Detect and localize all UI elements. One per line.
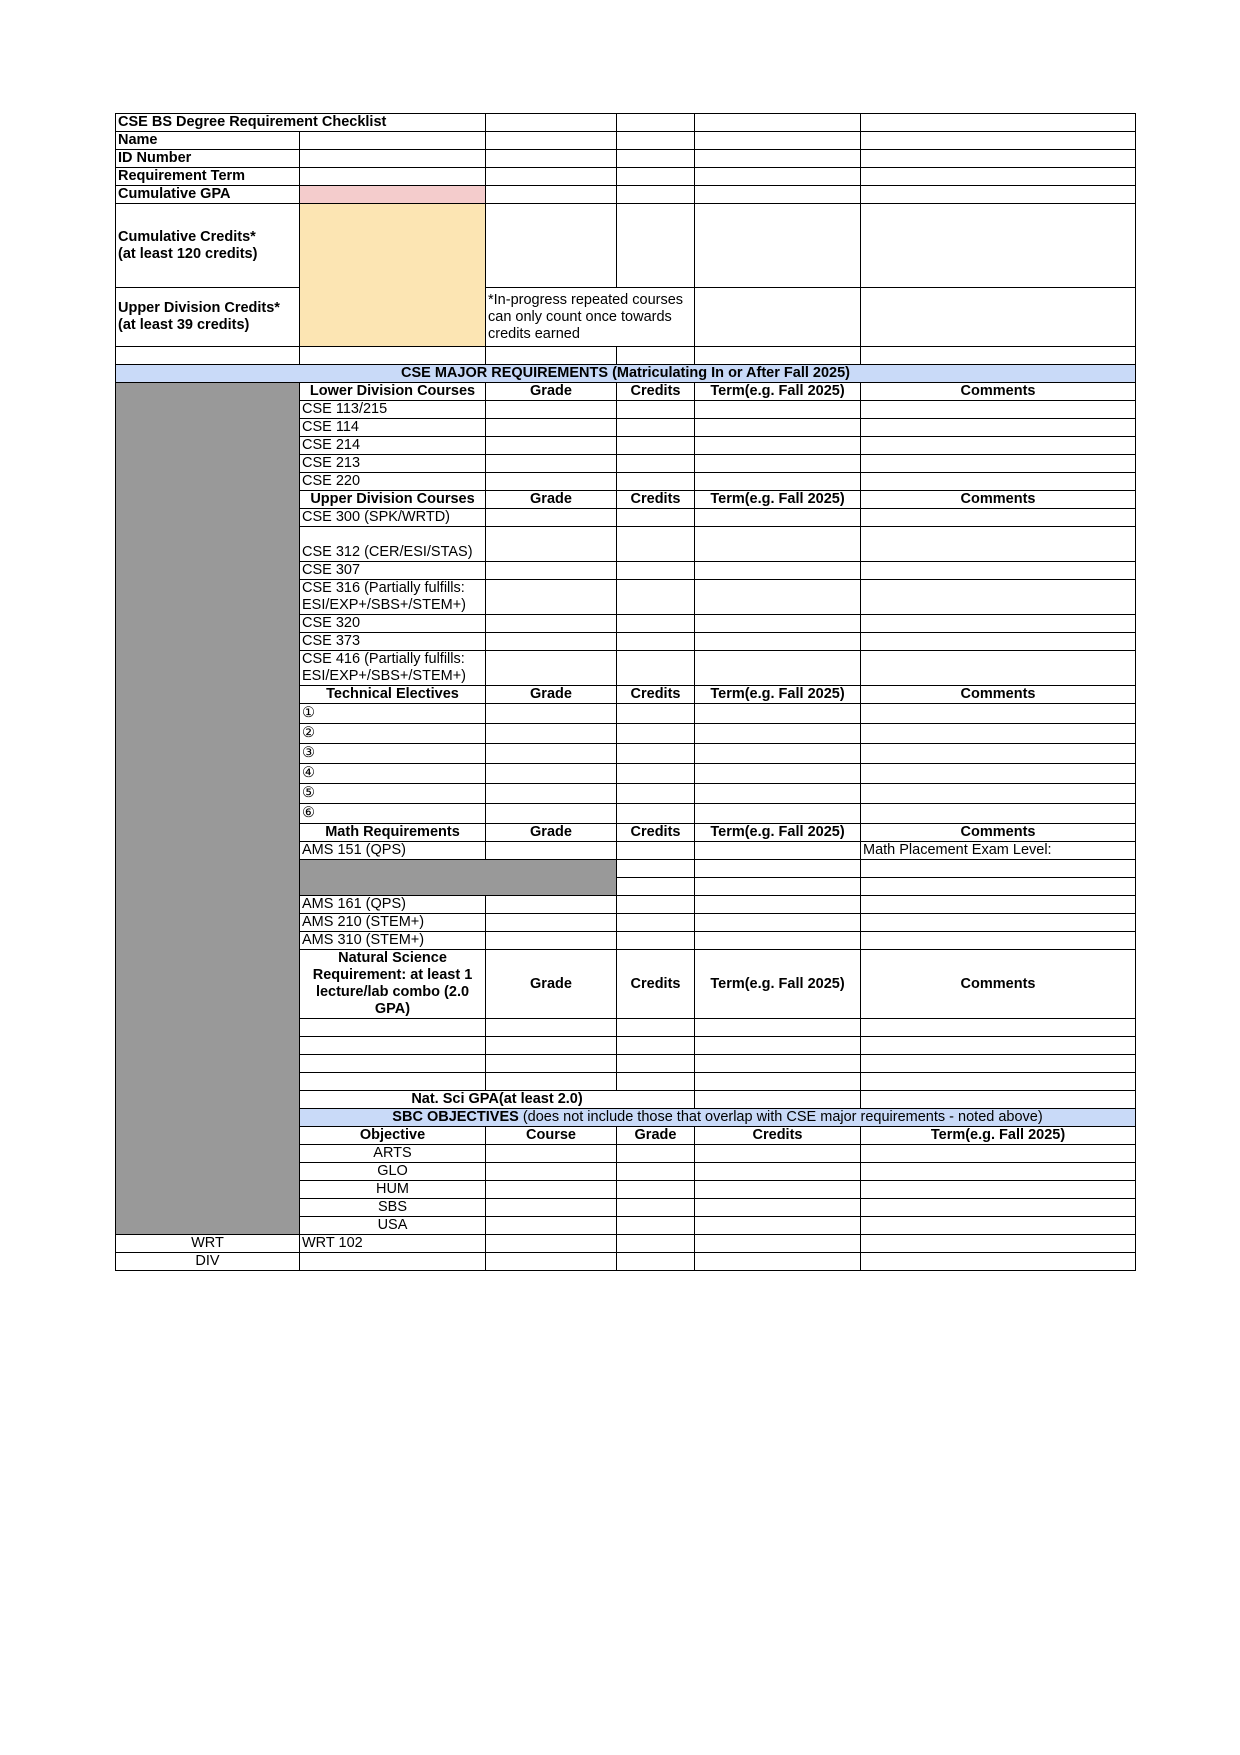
grade-cell[interactable] xyxy=(486,1235,617,1253)
blank-cell[interactable] xyxy=(486,186,617,204)
col-grade: Grade xyxy=(486,824,617,842)
credits-cell[interactable] xyxy=(617,1037,695,1055)
grade-cell[interactable] xyxy=(486,744,617,764)
comments-cell[interactable] xyxy=(861,784,1136,804)
term-cell[interactable] xyxy=(695,615,861,633)
term-cell[interactable] xyxy=(695,1235,861,1253)
grade-cell[interactable] xyxy=(486,473,617,491)
sbc-objective: SBS xyxy=(300,1199,486,1217)
blank-cell[interactable] xyxy=(695,150,861,168)
blank-cell[interactable] xyxy=(617,132,695,150)
grade-cell[interactable] xyxy=(617,1217,695,1235)
credits-cell[interactable] xyxy=(617,651,695,686)
credits-field[interactable] xyxy=(300,204,486,347)
sbc-header: SBC OBJECTIVES (does not include those that overlap with CSE major requirements - noted above) xyxy=(300,1109,1136,1127)
col-term: Term(e.g. Fall 2025) xyxy=(695,491,861,509)
col-comments: Comments xyxy=(861,491,1136,509)
grade-cell[interactable] xyxy=(486,615,617,633)
blank-cell[interactable] xyxy=(116,347,300,365)
credits-cell[interactable] xyxy=(617,914,695,932)
comments-cell[interactable] xyxy=(861,1253,1136,1271)
elective-slot[interactable]: ④ xyxy=(300,764,486,784)
natsci-course[interactable] xyxy=(300,1073,486,1091)
credits-cell[interactable] xyxy=(617,724,695,744)
comments-cell[interactable] xyxy=(861,580,1136,615)
sbc-objective: ARTS xyxy=(300,1145,486,1163)
blank-cell[interactable] xyxy=(617,842,695,860)
term-cell[interactable] xyxy=(695,896,861,914)
course-name: CSE 416 (Partially fulfills: ESI/EXP+/SBS+/STEM+) xyxy=(300,651,486,686)
sbc-objective: WRT xyxy=(116,1235,300,1253)
credits-cell[interactable] xyxy=(617,437,695,455)
comments-cell[interactable] xyxy=(861,704,1136,724)
col-comments: Comments xyxy=(861,686,1136,704)
id-label: ID Number xyxy=(116,150,300,168)
credits-cell[interactable] xyxy=(695,1163,861,1181)
course-name: CSE 307 xyxy=(300,562,486,580)
term-cell[interactable] xyxy=(695,1055,861,1073)
blank-cell[interactable] xyxy=(861,150,1136,168)
blank-cell[interactable] xyxy=(486,150,617,168)
comments-cell[interactable] xyxy=(861,804,1136,824)
term-cell[interactable] xyxy=(695,473,861,491)
col-grade: Grade xyxy=(486,491,617,509)
name-field[interactable] xyxy=(300,132,486,150)
course-name: CSE 316 (Partially fulfills: ESI/EXP+/SBS+/STEM+) xyxy=(300,580,486,615)
grade-cell[interactable] xyxy=(486,527,617,562)
col-credits: Credits xyxy=(617,824,695,842)
col-grade: Grade xyxy=(486,383,617,401)
col-credits: Credits xyxy=(617,383,695,401)
term-cell[interactable] xyxy=(861,1199,1136,1217)
section-heading: Math Requirements xyxy=(300,824,486,842)
sheet-body: CSE BS Degree Requirement Checklist Name ID Number Requirement Term Cumulative GPA Cumulative Credits* (at least 120 credits) Upper Division Credits* (at least 39 credits) *In-progress repeated courses can only count once towards credits earned CSE MAJOR REQUIREMENTS (Matriculating In or After Fall 2025) Lower Division Courses Grade Credits Term(e.g. Fall 2025) Comments CSE 113/215 CSE 114 CSE 214 CSE 213 CSE 220 Upper Division Courses Grade Credits Term(e.g. Fall 2025) Comments CSE 300 (SPK/WRTD) CSE 312 (CER/ESI/STAS) CSE 307 CSE 316 (Partially fulfills: ESI/EXP+/SBS+/STEM+) CSE 320 CSE 373 CSE 416 (Partially fulfills: ESI/EXP+/SBS+/STEM+) Technical Electives Grade Credits Term(e.g. Fall 2025) Comments ① ② ③ ④ ⑤ ⑥ Math Requirements Grade Credits Term(e.g. Fall 2025) Comments AMS 151 (QPS) Math Placement Exam Level: AMS 161 (QPS) AMS 210 (STEM+) AMS 310 (STEM+) Natural Science Requirement: at least 1 lecture/lab combo (2.0 GPA) Grade Credits Term(e.g. Fall 2025) Comments Nat. Sci GPA(at least 2.0) SBC OBJECTIVES (does not include those that overlap with CSE major requirements - noted above) Objective Course Grade Credits Term(e.g. Fall 2025) ARTS GLO HUM SBS USA WRT WRT 102 DIV xyxy=(116,114,1136,1271)
term-cell[interactable] xyxy=(695,437,861,455)
term-cell[interactable] xyxy=(695,1037,861,1055)
col-grade: Grade xyxy=(486,686,617,704)
credits-cell[interactable] xyxy=(617,1253,695,1271)
blank-cell[interactable] xyxy=(861,347,1136,365)
term-cell[interactable] xyxy=(695,724,861,744)
blank-cell[interactable] xyxy=(695,842,861,860)
term-cell[interactable] xyxy=(695,914,861,932)
sbc-objective: HUM xyxy=(300,1181,486,1199)
blank-cell[interactable] xyxy=(486,347,617,365)
course-name: CSE 113/215 xyxy=(300,401,486,419)
term-cell[interactable] xyxy=(695,419,861,437)
col-term: Term(e.g. Fall 2025) xyxy=(695,383,861,401)
grade-cell[interactable] xyxy=(486,764,617,784)
term-cell[interactable] xyxy=(695,580,861,615)
credits-cell[interactable] xyxy=(617,1235,695,1253)
credits-cell[interactable] xyxy=(695,1145,861,1163)
course-name: CSE 214 xyxy=(300,437,486,455)
term-cell[interactable] xyxy=(695,1019,861,1037)
comments-cell[interactable] xyxy=(861,633,1136,651)
comments-cell[interactable] xyxy=(861,615,1136,633)
elective-slot[interactable]: ② xyxy=(300,724,486,744)
grade-cell[interactable] xyxy=(486,1019,617,1037)
col-term: Term(e.g. Fall 2025) xyxy=(695,686,861,704)
elective-slot[interactable]: ⑥ xyxy=(300,804,486,824)
col-course: Course xyxy=(486,1127,617,1145)
term-cell[interactable] xyxy=(695,744,861,764)
term-cell[interactable] xyxy=(695,651,861,686)
credits-cell[interactable] xyxy=(617,744,695,764)
course-name: CSE 320 xyxy=(300,615,486,633)
comments-cell[interactable] xyxy=(861,419,1136,437)
col-comments: Comments xyxy=(861,383,1136,401)
course-name: CSE 373 xyxy=(300,633,486,651)
credits-cell[interactable] xyxy=(617,419,695,437)
comments-cell[interactable] xyxy=(861,437,1136,455)
col-credits: Credits xyxy=(617,686,695,704)
grade-cell[interactable] xyxy=(617,1163,695,1181)
section-heading: Upper Division Courses xyxy=(300,491,486,509)
col-objective: Objective xyxy=(300,1127,486,1145)
blank-cell[interactable] xyxy=(695,204,861,288)
natsci-heading: Natural Science Requirement: at least 1 lecture/lab combo (2.0 GPA) xyxy=(300,950,486,1019)
grade-cell[interactable] xyxy=(486,1073,617,1091)
grade-cell[interactable] xyxy=(486,580,617,615)
grade-cell[interactable] xyxy=(486,932,617,950)
natsci-gpa-label: Nat. Sci GPA(at least 2.0) xyxy=(300,1091,695,1109)
credits-cell[interactable] xyxy=(617,633,695,651)
comments-cell[interactable] xyxy=(861,914,1136,932)
blank-cell[interactable] xyxy=(486,168,617,186)
term-cell[interactable] xyxy=(695,401,861,419)
credits-cell[interactable] xyxy=(617,932,695,950)
course-name: CSE 312 (CER/ESI/STAS) xyxy=(300,527,486,562)
term-cell[interactable] xyxy=(695,1253,861,1271)
sbc-course[interactable] xyxy=(486,1199,617,1217)
grade-cell[interactable] xyxy=(486,455,617,473)
sbc-course[interactable] xyxy=(486,1163,617,1181)
comments-cell[interactable] xyxy=(861,509,1136,527)
sbc-course[interactable] xyxy=(486,1217,617,1235)
grade-cell[interactable] xyxy=(486,1055,617,1073)
blank-cell[interactable] xyxy=(861,860,1136,878)
comments-cell[interactable] xyxy=(861,1073,1136,1091)
term-cell[interactable] xyxy=(861,1217,1136,1235)
blank-cell[interactable] xyxy=(617,860,695,878)
term-cell[interactable] xyxy=(695,455,861,473)
credits-cell[interactable] xyxy=(617,401,695,419)
credits-cell[interactable] xyxy=(617,764,695,784)
grade-cell[interactable] xyxy=(617,1181,695,1199)
comments-cell[interactable] xyxy=(861,527,1136,562)
grade-cell[interactable] xyxy=(486,437,617,455)
sbc-course[interactable] xyxy=(486,1145,617,1163)
grade-cell[interactable] xyxy=(486,562,617,580)
term-cell[interactable] xyxy=(695,562,861,580)
grade-cell[interactable] xyxy=(486,419,617,437)
cum-credits-label: Cumulative Credits* (at least 120 credits) xyxy=(116,204,300,288)
section-heading: Technical Electives xyxy=(300,686,486,704)
blank-cell[interactable] xyxy=(695,288,861,347)
grade-cell[interactable] xyxy=(486,896,617,914)
credits-cell[interactable] xyxy=(695,1181,861,1199)
comments-cell[interactable] xyxy=(861,1037,1136,1055)
grade-cell[interactable] xyxy=(486,724,617,744)
grade-cell[interactable] xyxy=(486,804,617,824)
credits-cell[interactable] xyxy=(617,704,695,724)
sbc-course[interactable] xyxy=(486,1181,617,1199)
credits-cell[interactable] xyxy=(617,580,695,615)
sbc-objective: DIV xyxy=(116,1253,300,1271)
credits-cell[interactable] xyxy=(617,455,695,473)
grade-cell[interactable] xyxy=(486,1253,617,1271)
comments-cell[interactable] xyxy=(861,651,1136,686)
natsci-course[interactable] xyxy=(300,1037,486,1055)
course-name: AMS 161 (QPS) xyxy=(300,896,486,914)
checklist-sheet xyxy=(115,113,1136,1271)
term-label: Requirement Term xyxy=(116,168,300,186)
sbc-objective: GLO xyxy=(300,1163,486,1181)
gray-spacer xyxy=(116,383,300,1235)
credits-cell[interactable] xyxy=(617,509,695,527)
blank-cell[interactable] xyxy=(695,132,861,150)
term-cell[interactable] xyxy=(695,633,861,651)
course-name: CSE 220 xyxy=(300,473,486,491)
term-cell[interactable] xyxy=(695,784,861,804)
blank-cell[interactable] xyxy=(617,168,695,186)
col-term: Term(e.g. Fall 2025) xyxy=(695,824,861,842)
col-comments: Comments xyxy=(861,824,1136,842)
credits-cell[interactable] xyxy=(617,615,695,633)
course-name: CSE 300 (SPK/WRTD) xyxy=(300,509,486,527)
elective-slot[interactable]: ③ xyxy=(300,744,486,764)
term-cell[interactable] xyxy=(695,527,861,562)
term-cell[interactable] xyxy=(861,1163,1136,1181)
credits-cell[interactable] xyxy=(617,473,695,491)
credits-cell[interactable] xyxy=(617,527,695,562)
blank-cell[interactable] xyxy=(695,347,861,365)
name-label: Name xyxy=(116,132,300,150)
credits-cell[interactable] xyxy=(617,784,695,804)
course-name: AMS 210 (STEM+) xyxy=(300,914,486,932)
sbc-objective: USA xyxy=(300,1217,486,1235)
course-name: CSE 114 xyxy=(300,419,486,437)
grade-cell[interactable] xyxy=(486,401,617,419)
credits-cell[interactable] xyxy=(695,1217,861,1235)
course-name: CSE 213 xyxy=(300,455,486,473)
elective-slot[interactable]: ⑤ xyxy=(300,784,486,804)
blank-cell[interactable] xyxy=(695,1091,861,1109)
blank-cell[interactable] xyxy=(617,204,695,288)
math-placement-label: Math Placement Exam Level: xyxy=(861,842,1136,860)
blank-cell[interactable] xyxy=(486,204,617,288)
credits-cell[interactable] xyxy=(617,896,695,914)
blank-cell[interactable] xyxy=(695,186,861,204)
comments-cell[interactable] xyxy=(861,1055,1136,1073)
id-field[interactable] xyxy=(300,150,486,168)
comments-cell[interactable] xyxy=(861,932,1136,950)
comments-cell[interactable] xyxy=(861,1019,1136,1037)
blank-cell[interactable] xyxy=(486,842,617,860)
elective-slot[interactable]: ① xyxy=(300,704,486,724)
term-cell[interactable] xyxy=(695,509,861,527)
blank-cell[interactable] xyxy=(695,878,861,896)
comments-cell[interactable] xyxy=(861,744,1136,764)
grade-cell[interactable] xyxy=(617,1145,695,1163)
comments-cell[interactable] xyxy=(861,401,1136,419)
comments-cell[interactable] xyxy=(861,764,1136,784)
grade-cell[interactable] xyxy=(486,1037,617,1055)
blank-cell[interactable] xyxy=(861,288,1136,347)
grade-cell[interactable] xyxy=(486,914,617,932)
term-cell[interactable] xyxy=(695,764,861,784)
comments-cell[interactable] xyxy=(861,455,1136,473)
credits-cell[interactable] xyxy=(617,1055,695,1073)
sheet-title: CSE BS Degree Requirement Checklist xyxy=(116,114,486,132)
gpa-field[interactable] xyxy=(300,186,486,204)
comments-cell[interactable] xyxy=(861,562,1136,580)
grade-cell[interactable] xyxy=(486,651,617,686)
blank-cell[interactable] xyxy=(861,204,1136,288)
term-cell[interactable] xyxy=(861,1145,1136,1163)
grade-cell[interactable] xyxy=(617,1199,695,1217)
grade-cell[interactable] xyxy=(486,784,617,804)
blank-cell[interactable] xyxy=(617,150,695,168)
blank-cell[interactable] xyxy=(617,878,695,896)
comments-cell[interactable] xyxy=(861,473,1136,491)
sbc-course[interactable]: WRT 102 xyxy=(300,1235,486,1253)
grade-cell[interactable] xyxy=(486,509,617,527)
comments-cell[interactable] xyxy=(861,1235,1136,1253)
blank-cell[interactable] xyxy=(695,168,861,186)
credits-cell[interactable] xyxy=(617,562,695,580)
blank-cell[interactable] xyxy=(300,347,486,365)
comments-cell[interactable] xyxy=(861,896,1136,914)
blank-cell[interactable] xyxy=(617,186,695,204)
course-name: AMS 151 (QPS) xyxy=(300,842,486,860)
gray-block xyxy=(300,860,617,896)
natsci-course[interactable] xyxy=(300,1055,486,1073)
sbc-course[interactable] xyxy=(300,1253,486,1271)
blank-cell[interactable] xyxy=(861,168,1136,186)
blank-cell[interactable] xyxy=(861,878,1136,896)
blank-cell[interactable] xyxy=(695,860,861,878)
gpa-label: Cumulative GPA xyxy=(116,186,300,204)
blank-cell[interactable] xyxy=(486,132,617,150)
credits-cell[interactable] xyxy=(695,1199,861,1217)
term-field[interactable] xyxy=(300,168,486,186)
credits-cell[interactable] xyxy=(617,804,695,824)
col-credits: Credits xyxy=(617,491,695,509)
term-cell[interactable] xyxy=(861,1181,1136,1199)
credits-cell[interactable] xyxy=(617,1073,695,1091)
major-requirements-header: CSE MAJOR REQUIREMENTS (Matriculating In or After Fall 2025) xyxy=(116,365,1136,383)
course-name: AMS 310 (STEM+) xyxy=(300,932,486,950)
credits-cell[interactable] xyxy=(617,1019,695,1037)
term-cell[interactable] xyxy=(695,704,861,724)
credits-note: *In-progress repeated courses can only count once towards credits earned xyxy=(486,288,695,347)
comments-cell[interactable] xyxy=(861,724,1136,744)
blank-cell[interactable] xyxy=(861,132,1136,150)
blank-cell[interactable] xyxy=(617,347,695,365)
grade-cell[interactable] xyxy=(486,633,617,651)
term-cell[interactable] xyxy=(695,932,861,950)
term-cell[interactable] xyxy=(695,1073,861,1091)
natsci-course[interactable] xyxy=(300,1019,486,1037)
blank-cell[interactable] xyxy=(861,1091,1136,1109)
upper-credits-label: Upper Division Credits* (at least 39 credits) xyxy=(116,288,300,347)
blank-cell[interactable] xyxy=(861,186,1136,204)
section-heading: Lower Division Courses xyxy=(300,383,486,401)
term-cell[interactable] xyxy=(695,804,861,824)
grade-cell[interactable] xyxy=(486,704,617,724)
